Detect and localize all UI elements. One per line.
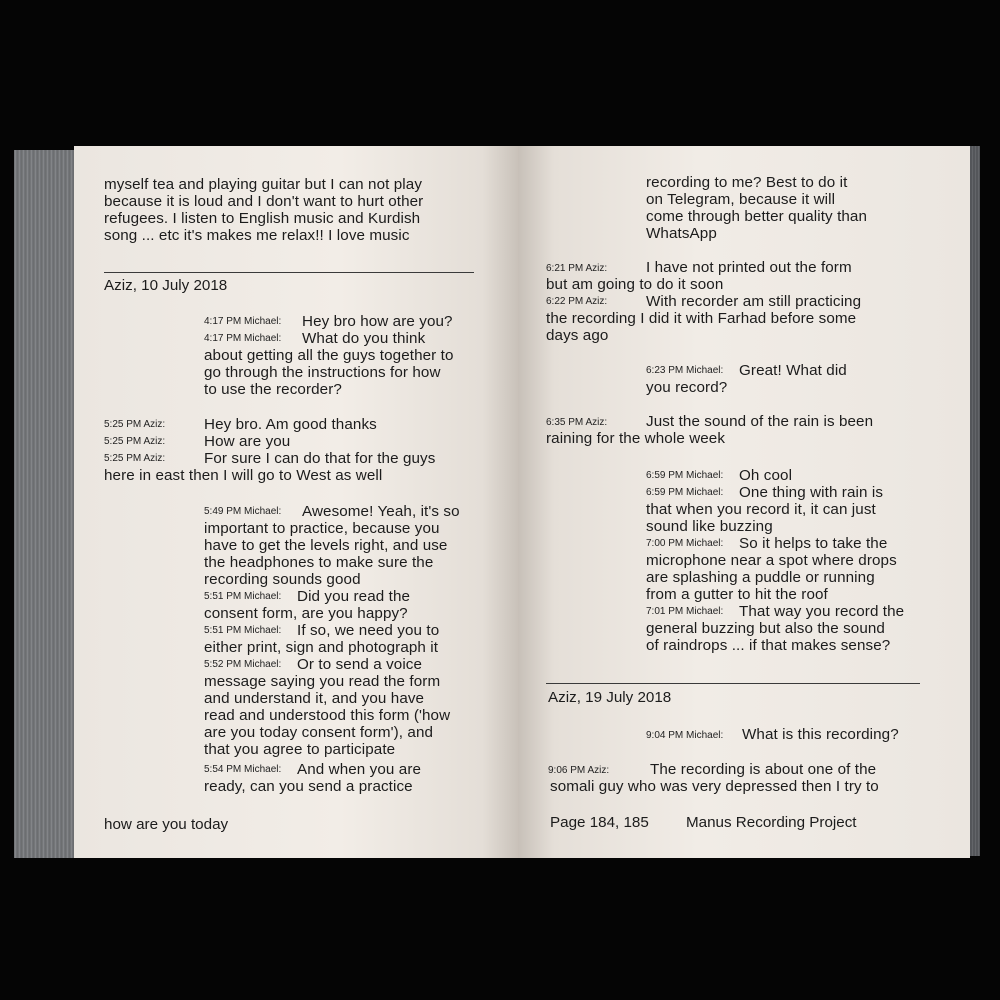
message-timestamp: 6:23 PM Michael: — [646, 365, 724, 376]
message-line: on Telegram, because it will — [646, 191, 836, 208]
message-line: days ago — [546, 327, 609, 344]
message-line: And when you are — [297, 761, 422, 778]
message-timestamp: 4:17 PM Michael: — [204, 333, 282, 344]
message-line: That way you record the — [739, 603, 905, 620]
message-line: general buzzing but also the sound — [646, 620, 885, 637]
book-title-footer: Manus Recording Project — [686, 814, 857, 831]
message-line: Did you read the — [297, 588, 411, 605]
left-page — [74, 146, 518, 858]
intro-line: because it is loud and I don't want to hurt other — [104, 193, 424, 210]
message-line: Just the sound of the rain is been — [646, 413, 874, 430]
message-timestamp: 5:49 PM Michael: — [204, 506, 282, 517]
message-line: microphone near a spot where drops — [646, 552, 897, 569]
message-line: the recording I did it with Farhad before some — [546, 310, 857, 327]
message-line: read and understood this form ('how — [204, 707, 451, 724]
message-timestamp: 4:17 PM Michael: — [204, 316, 282, 327]
message-timestamp: 6:59 PM Michael: — [646, 470, 724, 481]
message-timestamp: 5:25 PM Aziz: — [104, 453, 166, 464]
message-timestamp: 5:25 PM Aziz: — [104, 419, 166, 430]
message-line: Awesome! Yeah, it's so — [302, 503, 460, 520]
page-footer-left: how are you today — [104, 816, 229, 833]
message-line: Oh cool — [739, 467, 793, 484]
message-timestamp: 5:51 PM Michael: — [204, 625, 282, 636]
message-timestamp: 6:59 PM Michael: — [646, 487, 724, 498]
message-line: How are you — [204, 433, 291, 450]
page-block-edge-left — [14, 150, 76, 858]
message-timestamp: 6:21 PM Aziz: — [546, 263, 608, 274]
intro-line: refugees. I listen to English music and Kurdish — [104, 210, 421, 227]
message-line: I have not printed out the form — [646, 259, 852, 276]
message-line: of raindrops ... if that makes sense? — [646, 637, 891, 654]
message-line: Or to send a voice — [297, 656, 423, 673]
message-timestamp: 9:06 PM Aziz: — [548, 765, 610, 776]
message-timestamp: 7:00 PM Michael: — [646, 538, 724, 549]
message-line: either print, sign and photograph it — [204, 639, 439, 656]
message-line: With recorder am still practicing — [646, 293, 862, 310]
message-line: ready, can you send a practice — [204, 778, 413, 795]
message-line: What is this recording? — [742, 726, 899, 743]
message-line: WhatsApp — [646, 225, 717, 242]
message-line: go through the instructions for how — [204, 364, 441, 381]
section-divider — [104, 272, 474, 273]
message-line: If so, we need you to — [297, 622, 440, 639]
message-timestamp: 6:35 PM Aziz: — [546, 417, 608, 428]
message-line: recording sounds good — [204, 571, 361, 588]
message-line: The recording is about one of the — [650, 761, 877, 778]
message-timestamp: 5:54 PM Michael: — [204, 764, 282, 775]
message-timestamp: 5:51 PM Michael: — [204, 591, 282, 602]
section-divider — [546, 683, 920, 684]
message-line: raining for the whole week — [546, 430, 726, 447]
message-timestamp: 6:22 PM Aziz: — [546, 296, 608, 307]
message-timestamp: 9:04 PM Michael: — [646, 730, 724, 741]
message-line: from a gutter to hit the roof — [646, 586, 828, 603]
message-line: are you today consent form'), and — [204, 724, 434, 741]
message-line: the headphones to make sure the — [204, 554, 434, 571]
message-line: but am going to do it soon — [546, 276, 724, 293]
page-number-footer: Page 184, 185 — [550, 814, 649, 831]
right-page — [518, 146, 970, 858]
message-line: consent form, are you happy? — [204, 605, 408, 622]
message-line: Great! What did — [739, 362, 847, 379]
message-line: recording to me? Best to do it — [646, 174, 848, 191]
message-timestamp: 5:25 PM Aziz: — [104, 436, 166, 447]
message-line: sound like buzzing — [646, 518, 773, 535]
intro-line: myself tea and playing guitar but I can not play — [104, 176, 423, 193]
message-line: that you agree to participate — [204, 741, 396, 758]
message-line: here in east then I will go to West as well — [104, 467, 383, 484]
message-line: Hey bro how are you? — [302, 313, 453, 330]
message-line: you record? — [646, 379, 728, 396]
message-line: come through better quality than — [646, 208, 868, 225]
intro-line: song ... etc it's makes me relax!! I love music — [104, 227, 410, 244]
message-line: about getting all the guys together to — [204, 347, 454, 364]
section-heading: Aziz, 19 July 2018 — [548, 689, 672, 706]
message-line: So it helps to take the — [739, 535, 888, 552]
message-timestamp: 7:01 PM Michael: — [646, 606, 724, 617]
message-line: to use the recorder? — [204, 381, 342, 398]
message-line: that when you record it, it can just — [646, 501, 876, 518]
section-heading: Aziz, 10 July 2018 — [104, 277, 228, 294]
message-timestamp: 5:52 PM Michael: — [204, 659, 282, 670]
message-line: are splashing a puddle or running — [646, 569, 875, 586]
message-line: For sure I can do that for the guys — [204, 450, 436, 467]
message-line: somali guy who was very depressed then I try to — [550, 778, 879, 795]
message-line: message saying you read the form — [204, 673, 441, 690]
message-line: important to practice, because you — [204, 520, 440, 537]
message-line: What do you think — [302, 330, 426, 347]
message-line: One thing with rain is — [739, 484, 884, 501]
message-line: have to get the levels right, and use — [204, 537, 448, 554]
message-line: Hey bro. Am good thanks — [204, 416, 377, 433]
message-line: and understand it, and you have — [204, 690, 425, 707]
